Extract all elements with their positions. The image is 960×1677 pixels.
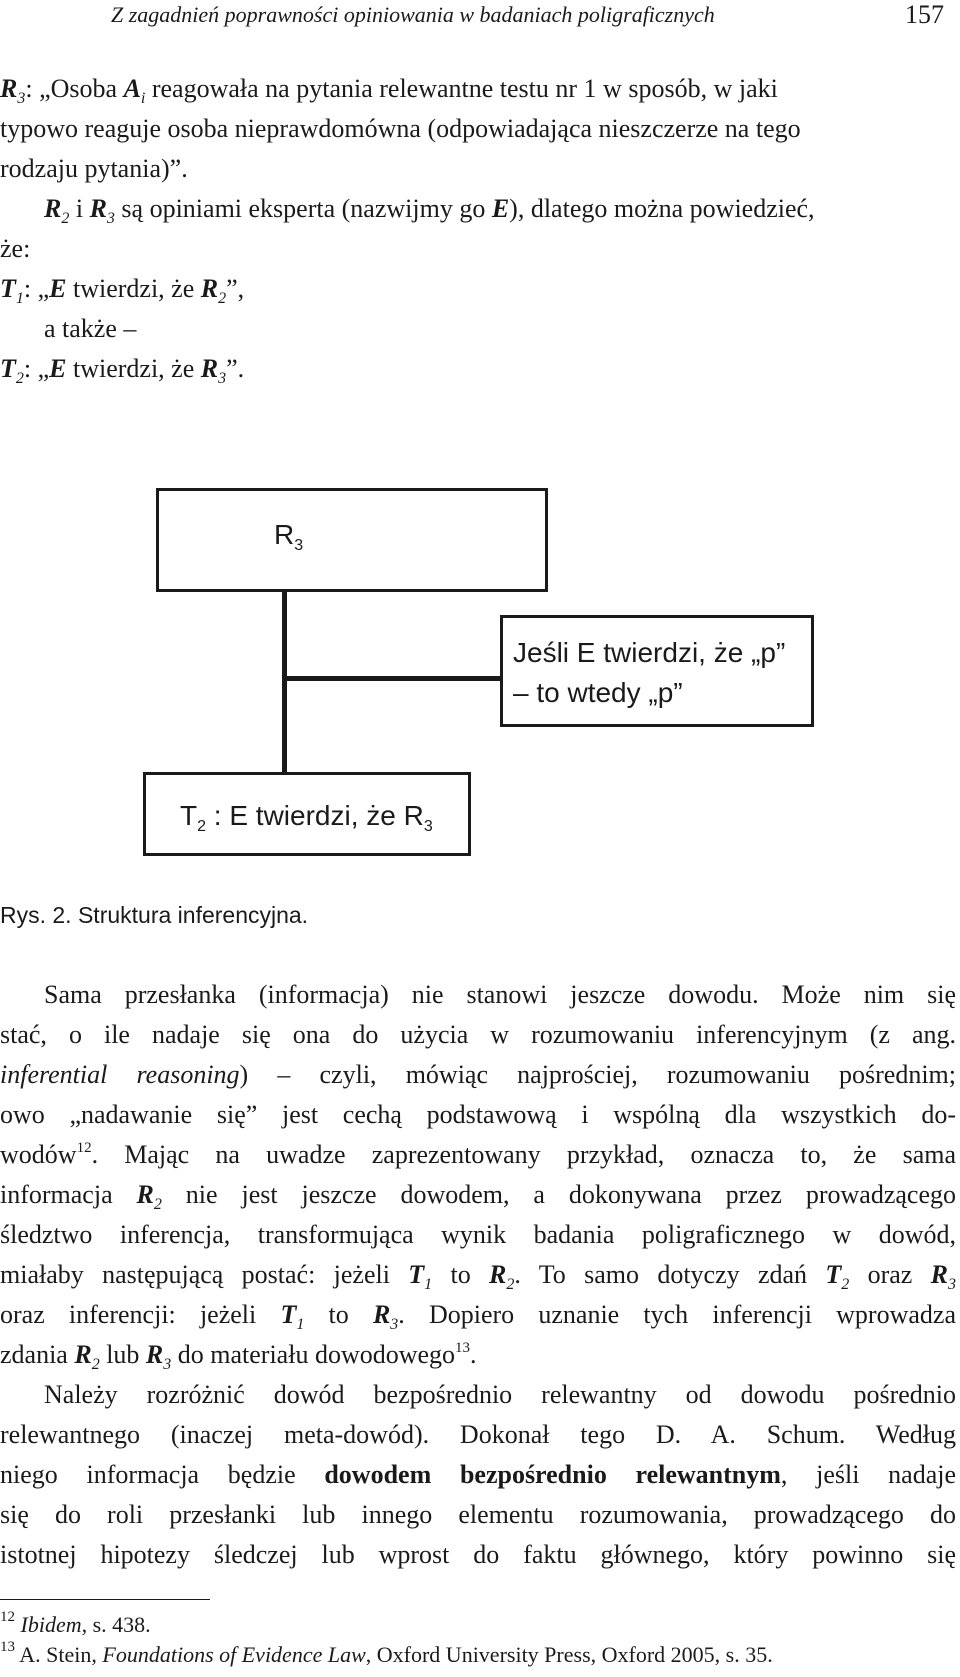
body-p1-line-9: oraz inferencji: jeżeli $T_1$ to $R_3$. Dopiero uznanie tych inferencji wprowadza: [0, 1300, 956, 1333]
body-p2-line-5: istotnej hipotezy śledczej lub wprost do faktu głównego, który powinno się: [0, 1540, 956, 1569]
footnote-12: $^{12}$ Ibidem, s. 438.: [0, 1609, 151, 1637]
premise-box-text: $T_2$ : E twierdzi, że $R_3$: [180, 800, 433, 835]
body-p1-line-3: inferential reasoning) – czyli, mówiąc najprościej, rozumowaniu pośrednim;: [0, 1060, 956, 1089]
body-p2-line-1: Należy rozróżnić dowód bezpośrednio relewantny od dowodu pośrednio: [44, 1380, 956, 1409]
claim-box-r3: $R_3$: [156, 488, 548, 592]
body-p1-line-2: stać, o ile nadaje się ona do użycia w rozumowaniu inferencyjnym (z ang.: [0, 1020, 956, 1049]
expert-opinion-line-2: że:: [0, 234, 31, 263]
t2-statement: $T_2$: „E twierdzi, że $R_3$”.: [0, 354, 245, 387]
t1-statement: $T_1$: „E twierdzi, że $R_2$”,: [0, 274, 245, 307]
body-p1-line-10: zdania $R_2$ lub $R_3$ do materiału dowodowego$^{13}$.: [0, 1340, 477, 1373]
footnote-ref-13[interactable]: 13: [455, 1340, 471, 1356]
footnote-13: $^{13}$ A. Stein, Foundations of Evidence Law, Oxford University Press, Oxford 2005, s. 35.: [0, 1639, 773, 1667]
body-p1-line-7: śledztwo inferencja, transformująca wynik badania poligraficznego w dowód,: [0, 1220, 956, 1249]
body-p2-line-3: niego informacja będzie dowodem bezpośrednio relewantnym, jeśli nadaje: [0, 1460, 957, 1489]
warrant-line-2: – to wtedy „p”: [513, 677, 683, 708]
page-number: 157: [905, 0, 944, 29]
figure-caption: Rys. 2. Struktura inferencyjna.: [0, 902, 309, 928]
premise-box-t2: [143, 772, 471, 856]
footnote-ref-12[interactable]: 12: [76, 1140, 92, 1156]
body-p1-line-5: wodów$^{12}$. Mając na uwadze zaprezentowany przykład, oznacza to, że sama: [0, 1140, 956, 1169]
connector-horizontal-line: [287, 676, 501, 681]
emphasis-direct-relevant-evidence: dowodem bezpośrednio relewantnym: [324, 1460, 781, 1489]
r3-definition-line-1: $R_3$: „Osoba $A_i$ reagowała na pytania relewantne testu nr 1 w sposób, w jaki: [0, 74, 778, 107]
warrant-line-1: Jeśli E twierdzi, że „p”: [513, 637, 786, 668]
warrant-box: [500, 615, 814, 727]
body-p2-line-4: się do roli przesłanki lub innego elementu rozumowania, prowadzącego do: [0, 1500, 956, 1529]
running-header: Z zagadnień poprawności opiniowania w badaniach poligraficznych: [111, 2, 715, 27]
claim-box-label: R: [274, 519, 295, 550]
connector-vertical-line: [282, 592, 287, 772]
body-p1-line-6: informacja $R_2$ nie jest jeszcze dowodem, a dokonywana przez prowadzącego: [0, 1180, 956, 1213]
body-p1-line-4: owo „nadawanie się” jest cechą podstawową i wspólną dla wszystkich do-: [0, 1100, 956, 1129]
footnote-separator: [0, 1599, 210, 1600]
r3-symbol: R: [0, 74, 18, 103]
r3-definition-line-2: typowo reaguje osoba nieprawdomówna (odpowiadająca nieszczerze na tego: [0, 114, 801, 143]
expert-opinion-line: $R_2$ i $R_3$ są opiniami eksperta (nazwijmy go E), dlatego można powiedzieć,: [44, 194, 815, 227]
r3-definition-line-3: rodzaju pytania)”.: [0, 154, 188, 183]
body-p1-line-1: Sama przesłanka (informacja) nie stanowi jeszcze dowodu. Może nim się: [44, 980, 956, 1009]
body-p1-line-8: miałaby następującą postać: jeżeli $T_1$ to $R_2$. To samo dotyczy zdań $T_2$ oraz $R_3$: [0, 1260, 956, 1293]
also-connector: a także –: [44, 314, 137, 343]
body-p2-line-2: relewantnego (inaczej meta-dowód). Dokonał tego D. A. Schum. Według: [0, 1420, 956, 1449]
